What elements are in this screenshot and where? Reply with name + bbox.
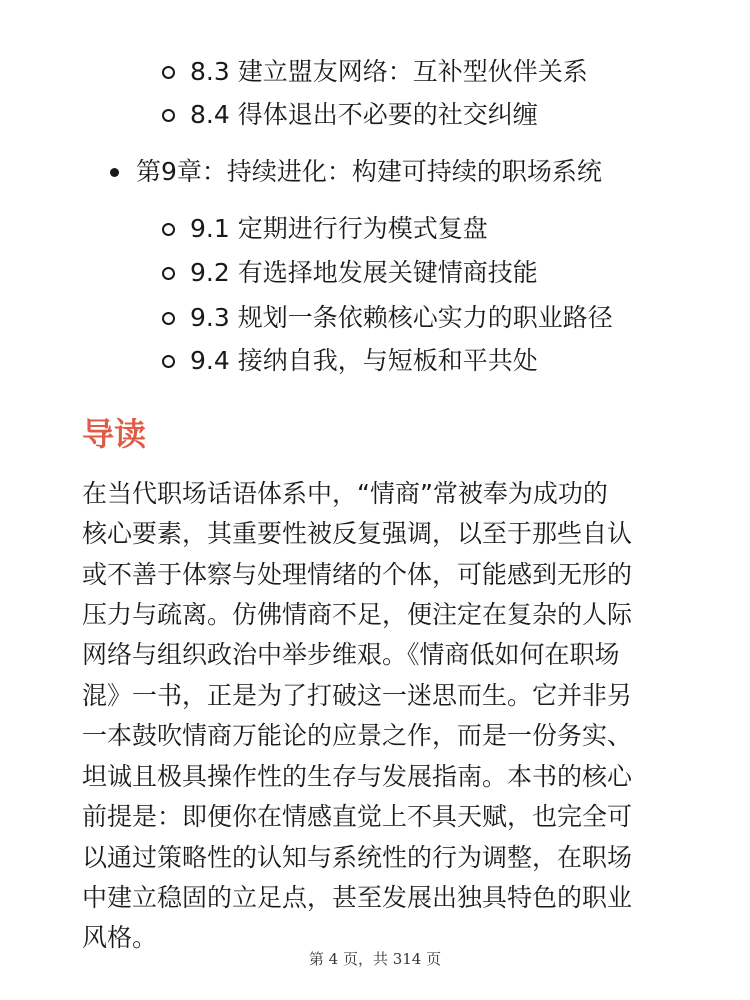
outline-item-text: 9.1 定期进行行为模式复盘	[190, 214, 488, 243]
outline-item-8-3	[162, 52, 588, 92]
paragraph-line: 风格。	[82, 923, 158, 952]
outline-chapter-9	[110, 152, 602, 192]
paragraph-line: 坦诚且极具操作性的生存与发展指南。本书的核心	[82, 762, 633, 791]
circle-bullet-icon	[162, 267, 175, 280]
circle-bullet-icon	[162, 109, 175, 122]
outline-item-text: 9.4 接纳自我，与短板和平共处	[190, 346, 538, 375]
paragraph-line: 前提是：即便你在情感直觉上不具天赋，也完全可	[82, 802, 633, 831]
introduction-heading: 导读	[82, 415, 147, 453]
circle-bullet-icon	[162, 312, 175, 325]
outline-item-9-1	[162, 209, 488, 249]
outline-item-text: 9.2 有选择地发展关键情商技能	[190, 258, 538, 287]
outline-item-9-3	[162, 298, 613, 338]
paragraph-line: 以通过策略性的认知与系统性的行为调整，在职场	[82, 843, 633, 872]
paragraph-line: 压力与疏离。仿佛情商不足，便注定在复杂的人际	[82, 600, 633, 629]
circle-bullet-icon	[162, 223, 175, 236]
paragraph-line: 或不善于体察与处理情绪的个体，可能感到无形的	[82, 560, 633, 589]
outline-item-8-4	[162, 95, 538, 135]
outline-item-9-4	[162, 341, 538, 381]
disc-bullet-icon	[110, 168, 119, 177]
paragraph-line: 网络与组织政治中举步维艰。《情商低如何在职场	[82, 640, 620, 669]
paragraph-line: 一本鼓吹情商万能论的应景之作，而是一份务实、	[82, 721, 633, 750]
outline-item-text: 8.3 建立盟友网络：互补型伙伴关系	[190, 57, 588, 86]
chapter-title: 第9章：持续进化：构建可持续的职场系统	[136, 157, 602, 186]
paragraph-line: 中建立稳固的立足点，甚至发展出独具特色的职业	[82, 883, 633, 912]
outline-item-text: 8.4 得体退出不必要的社交纠缠	[190, 100, 538, 129]
circle-bullet-icon	[162, 66, 175, 79]
paragraph-line: 在当代职场话语体系中，“情商”常被奉为成功的	[82, 479, 608, 508]
circle-bullet-icon	[162, 355, 175, 368]
page-number: 第 4 页，共 314 页	[308, 950, 442, 968]
outline-item-9-2	[162, 253, 538, 293]
paragraph-line: 混》一书，正是为了打破这一迷思而生。它并非另	[82, 681, 633, 710]
paragraph-line: 核心要素，其重要性被反复强调，以至于那些自认	[82, 519, 633, 548]
outline-item-text: 9.3 规划一条依赖核心实力的职业路径	[190, 303, 613, 332]
